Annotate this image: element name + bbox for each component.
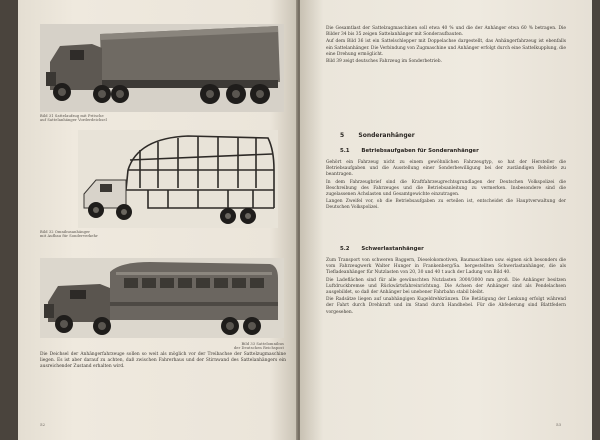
subsection-1-text <box>326 160 566 213</box>
covered-truck-illustration <box>40 24 284 112</box>
subsection-2-title: Schwerlastanhänger <box>361 246 424 252</box>
subsection-2-paragraph: Zum Transport von schweren Baggern, Dieselokomotiven, Baumaschinen usw. eignen sich besonders die vom Fahrzeugwerk Walter Hunger in Frankenberg/Sa. hergestellten Schwerlastanhänger, die als Tiefladeanhänger für Nutzlasten von 20, 30 und 40 t auch der Ladung von Bild 40. <box>326 258 566 276</box>
subsection-1-paragraph: Gehört ein Fahrzeug nicht zu einem gewöhnlichen Fahrzeugtyp, so hat der Hersteller die Betriebsaufgaben und die Ausstellung einer Sonderbewilligung bei der zuständigen Behörde zu beantragen. <box>326 160 566 178</box>
left-page <box>18 0 298 440</box>
figure-2-photo <box>78 130 278 228</box>
subsection-2-heading <box>340 246 424 252</box>
subsection-1-paragraph: In dem Fahrzeugbrief sind die Kraftfahrzeugrechtsgrundlagen der Deutschen Volkspolizei die Beschreibung des Fahrzeuges und die Betriebsanleitung zu vermerken. Insbesondere sind die zugelassenen Achslasten und Gesamtgewichte einzutragen. <box>326 179 566 198</box>
subsection-1-paragraph: Langen Zweifel vor, ob die Betriebsaufgaben zu erteilen ist, entscheidet die Hauptverwaltung der Deutschen Volkspolizei. <box>326 199 566 211</box>
subsection-1-number: 5.1 <box>340 148 350 154</box>
figure-3-caption: Bild 33 Sattelomnibus der Deutschen Reichspost <box>233 342 284 351</box>
right-page-number: 53 <box>556 422 562 427</box>
section-title: Sonderanhänger <box>358 132 415 139</box>
intro-paragraph: Bild 39 zeigt deutsches Fahrzeug im Sonderbetrieb. <box>326 59 442 65</box>
subsection-2-paragraph: Die Ladeflächen sind für alle gewünschten Nutzlasten 3000/3000 mm groß. Die Anhänger besitzen Luftdruckbremse und Rückwärtsfahreinrichtung. Die Achsen der Anhänger sind als Pendelachsen ausgebildet, so daß der Anhänger bei unebener Fahrbahn stabil bleibt. <box>326 277 566 296</box>
left-page-number: 52 <box>40 422 46 427</box>
left-body-paragraph: Die Deichsel der Anhängerfahrzeuge sollen so weit als möglich vor der Treibachse der Sattelzugmaschine liegen. Es ist aber darauf zu achten, daß zwischen Fahrerhaus und der Stirnwand des Sattelanhängers ein ausreichender Zustand erhalten wird. <box>40 352 286 370</box>
right-page <box>300 0 592 440</box>
figure-1-photo <box>40 24 284 112</box>
intro-paragraph: Auf dem Bild 36 ist ein Sattelschlepper mit Doppelachse dargestellt, das Anhängerfahrzeug ist ebenfalls ein Sattelanhänger. Die Verbindung von Zugmaschine und Anhänger erfolgt durch eine Sattelkupplung, die eine Drehung ermöglicht. <box>326 39 566 57</box>
right-intro-text <box>326 26 566 66</box>
figure-1-caption: Bild 31 Sattelaufzug mit Pritsche auf Sattelanhänger Vorderdeichsel <box>40 114 107 123</box>
subsection-2-text <box>326 258 566 317</box>
subsection-1-heading <box>340 148 479 154</box>
subsection-1-title: Betriebsaufgaben für Sonderanhänger <box>361 148 479 154</box>
section-number: 5 <box>340 132 345 139</box>
subsection-2-number: 5.2 <box>340 246 350 252</box>
frame-trailer-illustration <box>78 130 278 228</box>
figure-2-caption: Bild 32 Omnibusanhänger mit Aufbau für Sonderverkehr <box>40 230 98 239</box>
articulated-bus-illustration <box>40 258 284 338</box>
intro-paragraph: Die Gesamtlast der Sattelzugmaschinen soll etwa 40 % und die der Anhänger etwa 60 % betragen. Die Bilder 34 bis 35 zeigen Sattelanhänger mit Sonderaufbauten. <box>326 26 566 38</box>
subsection-2-paragraph: Die Radsätze liegen auf unabhängigen Kugeldrehkränzen. Die Betätigung der Lenkung erfolgt während der Fahrt durch Drehkraft und im Stand durch Handhebel. Für die Abfederung sind Blattfedern vorgesehen. <box>326 297 566 315</box>
figure-3-photo <box>40 258 284 338</box>
section-heading <box>340 132 415 139</box>
